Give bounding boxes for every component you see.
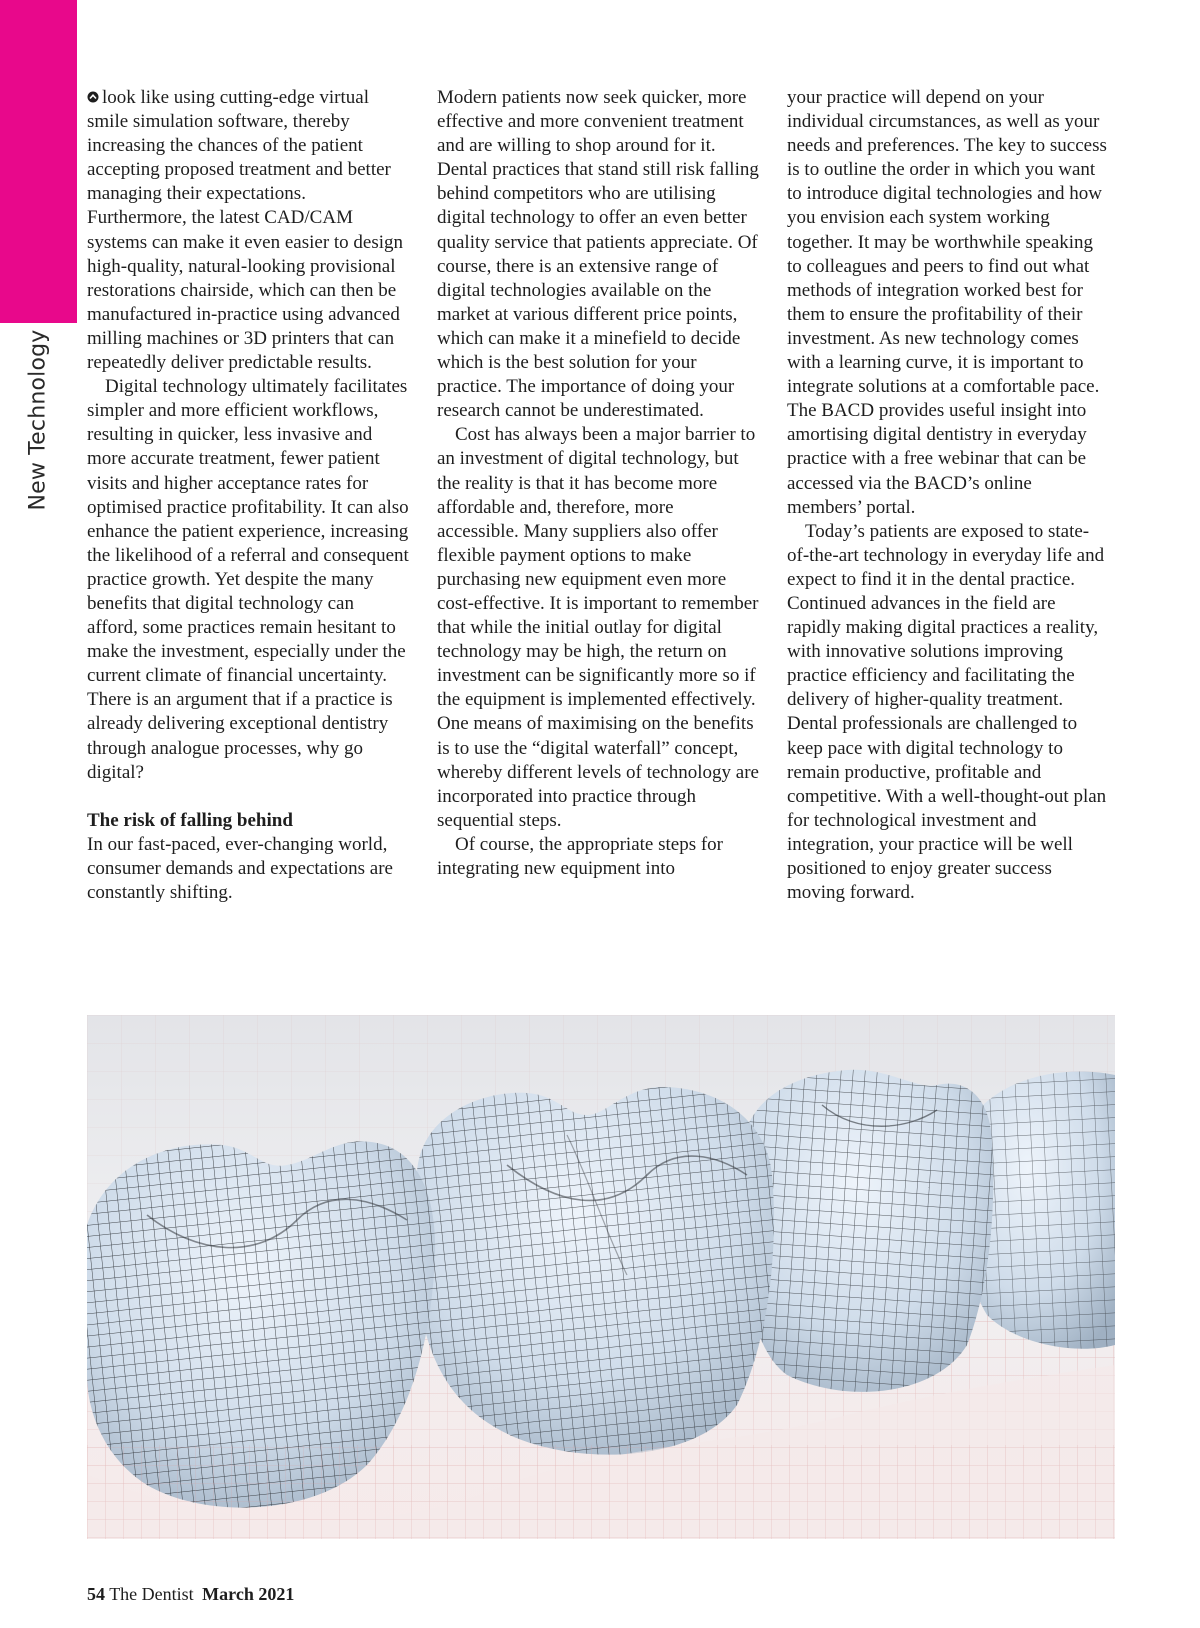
article-column-1 bbox=[87, 86, 409, 905]
paragraph: your practice will depend on your individual circumstances, as well as your needs and preferences. The key to success is to outline the order in which you want to introduce digital technologies and how you envision each system working together. It may be worthwhile speaking to colleagues and peers to find out what methods of integration worked best for them to ensure the profitability of their investment. As new technology comes with a learning curve, it is important to integrate solutions at a comfortable pace. The BACD provides useful insight into amortising digital dentistry in everyday practice with a free webinar that can be accessed via the BACD’s online members’ portal. bbox=[787, 87, 1107, 518]
paragraph: In our fast-paced, ever-changing world, consumer demands and expectations are constantly shifting. bbox=[87, 833, 393, 903]
paragraph-text: look like using cutting-edge virtual smile simulation software, thereby increasing the chances of the patient accepting proposed treatment and better managing their expectations. Furthermore, the latest CAD/CAM systems can make it even easier to design high-quality, natural-looking provisional restorations chairside, which can then be manufactured in-practice using advanced milling machines or 3D printers that can repeatedly deliver predictable results. bbox=[87, 87, 404, 374]
article-column-3 bbox=[787, 86, 1109, 905]
paragraph: Today’s patients are exposed to state-of-the-art technology in everyday life and expect to find it in the dental practice. Continued advances in the field are rapidly making digital practices a reality, with innovative solutions improving practice efficiency and facilitating the delivery of higher-quality treatment. Dental professionals are challenged to keep pace with digital technology to remain productive, profitable and competitive. With a well-thought-out plan for technological investment and integration, your practice will be well positioned to enjoy greater success moving forward. bbox=[787, 520, 1107, 904]
tooth-right bbox=[741, 1070, 993, 1392]
paragraph: Of course, the appropriate steps for integrating new equipment into bbox=[437, 833, 724, 879]
continuation-arrow-icon bbox=[87, 91, 99, 103]
accent-bar bbox=[0, 0, 77, 323]
tooth-center bbox=[417, 1087, 774, 1455]
section-label: New Technology bbox=[25, 329, 51, 511]
paragraph: Cost has always been a major barrier to an investment of digital technology, but the reality is that it has become more affordable and, therefore, more accessible. Many suppliers also offer flexible payment options to make purchasing new equipment even more cost-effective. It is important to remember that while the initial outlay for digital technology may be high, the return on investment can be significantly more so if the equipment is implemented effectively. One means of maximising on the benefits is to use the “digital waterfall” concept, whereby different levels of technology are incorporated into practice through sequential steps. bbox=[437, 424, 759, 831]
paragraph: Digital technology ultimately facilitates simpler and more efficient workflows, resulting in quicker, less invasive and more accurate treatment, fewer patient visits and higher acceptance rates for optimised practice profitability. It can also enhance the patient experience, increasing the likelihood of a referral and consequent practice growth. Yet despite the many benefits that digital technology can afford, some practices remain hesitant to make the investment, especially under the current climate of financial uncertainty. There is an argument that if a practice is already delivering exceptional dentistry through analogue processes, why go digital? bbox=[87, 376, 409, 783]
issue-date: March 2021 bbox=[202, 1584, 295, 1604]
paragraph: Modern patients now seek quicker, more effective and more convenient treatment and are willing to shop around for it. Dental practices that stand still risk falling behind competitors who are utilising digital technology to offer an even better quality service that patients appreciate. Of course, there is an extensive range of digital technologies available on the market at various different price points, which can make it a minefield to decide which is the best solution for your practice. The importance of doing your research cannot be underestimated. bbox=[437, 87, 759, 422]
page-number: 54 bbox=[87, 1584, 105, 1604]
article-column-2 bbox=[437, 86, 759, 881]
cad-teeth-mesh-image bbox=[87, 1015, 1115, 1539]
paragraph bbox=[87, 86, 409, 375]
page-footer bbox=[87, 1584, 294, 1605]
subheading: The risk of falling behind bbox=[87, 809, 293, 831]
publication-name: The Dentist bbox=[109, 1584, 194, 1604]
